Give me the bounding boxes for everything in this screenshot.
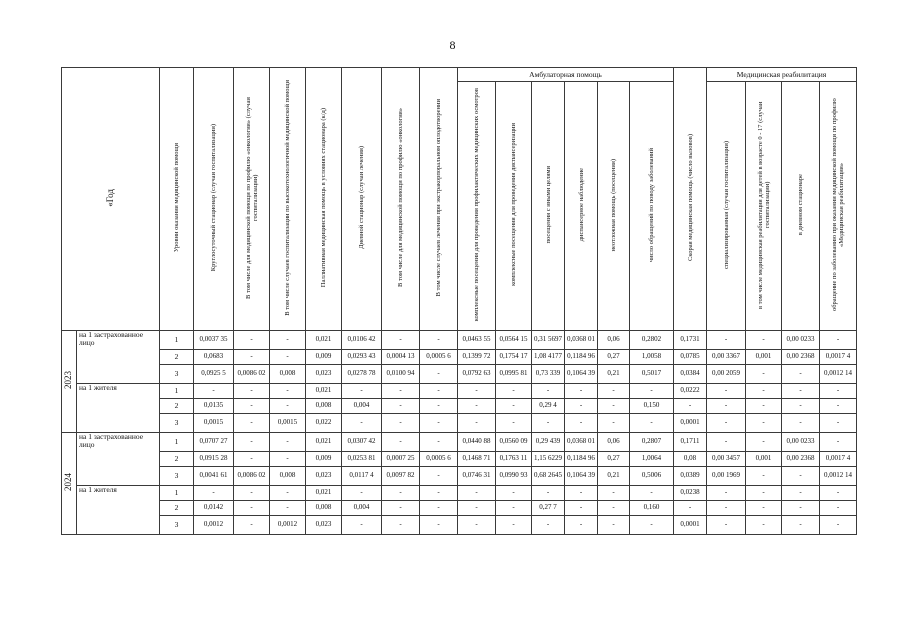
- value-cell: 0,1731: [674, 331, 707, 350]
- value-cell: 0,001: [746, 452, 782, 467]
- value-cell: -: [746, 467, 782, 486]
- statistics-table: [61, 67, 857, 535]
- group-label: на 1 жителя: [77, 384, 160, 433]
- value-cell: -: [496, 399, 532, 414]
- value-cell: -: [630, 414, 674, 433]
- value-cell: 0,29 4: [532, 399, 565, 414]
- value-cell: 0,004: [342, 501, 382, 516]
- value-cell: 0,0293 43: [342, 350, 382, 365]
- value-cell: 0,0389: [674, 467, 707, 486]
- ambulatory-group-header: Амбулаторная помощь: [458, 68, 674, 82]
- value-cell: -: [674, 399, 707, 414]
- value-cell: 0,0560 09: [496, 433, 532, 452]
- table-row: [62, 452, 857, 467]
- value-cell: -: [820, 516, 857, 535]
- value-cell: -: [234, 384, 270, 399]
- value-cell: -: [270, 486, 306, 501]
- value-cell: 0,2802: [630, 331, 674, 350]
- value-cell: 0,021: [306, 486, 342, 501]
- value-cell: -: [630, 384, 674, 399]
- value-cell: 0,008: [306, 501, 342, 516]
- col-header-11: неотложная помощь (посещения): [598, 82, 630, 331]
- value-cell: -: [420, 365, 458, 384]
- value-cell: -: [707, 516, 746, 535]
- value-cell: -: [782, 384, 820, 399]
- value-cell: 0,021: [306, 331, 342, 350]
- value-cell: 0,008: [270, 467, 306, 486]
- value-cell: 0,1468 71: [458, 452, 496, 467]
- table-row: [62, 384, 857, 399]
- value-cell: -: [565, 516, 598, 535]
- value-cell: 0,004: [342, 399, 382, 414]
- table-row: [62, 433, 857, 452]
- value-cell: -: [782, 414, 820, 433]
- value-cell: -: [630, 516, 674, 535]
- value-cell: 0,1064 39: [565, 365, 598, 384]
- value-cell: 1,15 6229: [532, 452, 565, 467]
- value-cell: 0,27: [598, 452, 630, 467]
- value-cell: -: [496, 414, 532, 433]
- value-cell: 0,0915 28: [194, 452, 234, 467]
- value-cell: 0,68 2645: [532, 467, 565, 486]
- value-cell: -: [342, 516, 382, 535]
- value-cell: 0,0117 4: [342, 467, 382, 486]
- value-cell: 0,00 2059: [707, 365, 746, 384]
- value-cell: -: [630, 486, 674, 501]
- value-cell: -: [420, 414, 458, 433]
- value-cell: 0,0100 94: [382, 365, 420, 384]
- value-cell: -: [782, 399, 820, 414]
- value-cell: 0,1064 39: [565, 467, 598, 486]
- value-cell: 0,0086 02: [234, 365, 270, 384]
- value-cell: -: [746, 486, 782, 501]
- value-cell: -: [270, 350, 306, 365]
- value-cell: 0,0368 01: [565, 433, 598, 452]
- value-cell: -: [820, 331, 857, 350]
- col-header-4: Дневной стационар (случаи лечения): [342, 68, 382, 331]
- value-cell: -: [565, 486, 598, 501]
- level-cell: 3: [160, 516, 194, 535]
- value-cell: -: [496, 501, 532, 516]
- value-cell: 1,0064: [630, 452, 674, 467]
- value-cell: -: [234, 399, 270, 414]
- value-cell: 0,0368 01: [565, 331, 598, 350]
- table-row: [62, 486, 857, 501]
- value-cell: 0,0017 4: [820, 452, 857, 467]
- value-cell: -: [746, 516, 782, 535]
- value-cell: -: [746, 399, 782, 414]
- value-cell: 0,00 1969: [707, 467, 746, 486]
- value-cell: 0,0278 78: [342, 365, 382, 384]
- level-cell: 1: [160, 486, 194, 501]
- level-cell: 1: [160, 331, 194, 350]
- value-cell: 0,2807: [630, 433, 674, 452]
- value-cell: 0,06: [598, 331, 630, 350]
- value-cell: 0,0990 93: [496, 467, 532, 486]
- value-cell: 0,0222: [674, 384, 707, 399]
- value-cell: 0,150: [630, 399, 674, 414]
- value-cell: 0,0135: [194, 399, 234, 414]
- value-cell: -: [746, 501, 782, 516]
- value-cell: -: [420, 467, 458, 486]
- value-cell: -: [746, 365, 782, 384]
- value-cell: 0,0004 13: [382, 350, 420, 365]
- col-header-3: Паллиативная медицинская помощь в условиях стационара (к/д): [306, 68, 342, 331]
- value-cell: -: [565, 414, 598, 433]
- value-cell: 0,21: [598, 365, 630, 384]
- value-cell: -: [420, 516, 458, 535]
- value-cell: -: [532, 486, 565, 501]
- value-cell: 0,0253 81: [342, 452, 382, 467]
- value-cell: 0,27: [598, 350, 630, 365]
- value-cell: -: [420, 384, 458, 399]
- value-cell: -: [496, 384, 532, 399]
- value-cell: 0,0440 88: [458, 433, 496, 452]
- value-cell: 0,73 339: [532, 365, 565, 384]
- value-cell: 0,00 2368: [782, 350, 820, 365]
- value-cell: -: [458, 399, 496, 414]
- value-cell: 0,1399 72: [458, 350, 496, 365]
- col-header-6: В том числе случаев лечения при экстракорпоральном оплодотворении: [420, 68, 458, 331]
- level-cell: 3: [160, 467, 194, 486]
- value-cell: 0,160: [630, 501, 674, 516]
- value-cell: -: [382, 399, 420, 414]
- table-row: [62, 331, 857, 350]
- value-cell: 0,008: [306, 399, 342, 414]
- value-cell: -: [532, 384, 565, 399]
- value-cell: 0,008: [270, 365, 306, 384]
- value-cell: -: [820, 384, 857, 399]
- value-cell: 0,0785: [674, 350, 707, 365]
- value-cell: -: [458, 384, 496, 399]
- value-cell: 0,0007 25: [382, 452, 420, 467]
- value-cell: 0,0683: [194, 350, 234, 365]
- value-cell: 0,0106 42: [342, 331, 382, 350]
- value-cell: -: [707, 414, 746, 433]
- value-cell: 0,00 0233: [782, 433, 820, 452]
- value-cell: -: [342, 486, 382, 501]
- value-cell: -: [746, 384, 782, 399]
- value-cell: 0,00 2368: [782, 452, 820, 467]
- value-cell: -: [565, 399, 598, 414]
- table-header: [62, 68, 857, 331]
- rehab-group-header: Медицинская реабилитация: [707, 68, 857, 82]
- value-cell: -: [707, 433, 746, 452]
- value-cell: -: [598, 516, 630, 535]
- value-cell: 1,0058: [630, 350, 674, 365]
- value-cell: -: [598, 414, 630, 433]
- table-row: [62, 350, 857, 365]
- value-cell: 0,0097 82: [382, 467, 420, 486]
- value-cell: -: [234, 350, 270, 365]
- value-cell: -: [270, 384, 306, 399]
- value-cell: 0,1184 96: [565, 350, 598, 365]
- value-cell: -: [496, 486, 532, 501]
- col-header-8: комплексные посещения для проведения диспансеризации: [496, 82, 532, 331]
- value-cell: 0,5017: [630, 365, 674, 384]
- col-header-10: диспансерное наблюдение: [565, 82, 598, 331]
- page-number: 8: [449, 38, 456, 52]
- col-header-0: Круглосуточный стационар (случаи госпитализации): [194, 68, 234, 331]
- table-row: [62, 501, 857, 516]
- col-header-1: В том числе для медицинской помощи по профилю «онкология» (случаи госпитализации): [234, 68, 270, 331]
- group-label: на 1 застрахованное лицо: [77, 331, 160, 384]
- value-cell: 0,31 5697: [532, 331, 565, 350]
- col-header-16: в дневном стационаре: [782, 82, 820, 331]
- value-cell: -: [782, 516, 820, 535]
- value-cell: -: [382, 501, 420, 516]
- value-cell: -: [234, 516, 270, 535]
- table-row: [62, 516, 857, 535]
- value-cell: 0,0001: [674, 414, 707, 433]
- value-cell: -: [707, 331, 746, 350]
- value-cell: 0,0564 15: [496, 331, 532, 350]
- value-cell: -: [458, 486, 496, 501]
- value-cell: 0,023: [306, 467, 342, 486]
- group-label: на 1 застрахованное лицо: [77, 433, 160, 486]
- value-cell: -: [782, 365, 820, 384]
- value-cell: 0,0037 35: [194, 331, 234, 350]
- year-cell: 2024: [62, 433, 77, 535]
- value-cell: 0,1184 96: [565, 452, 598, 467]
- value-cell: -: [270, 331, 306, 350]
- col-header-15: в том числе медицинская реабилитация для детей в возрасте 0 - 17 (случаи госпитализации): [746, 82, 782, 331]
- value-cell: 0,0012 14: [820, 467, 857, 486]
- value-cell: 0,0086 02: [234, 467, 270, 486]
- value-cell: 1,08 4177: [532, 350, 565, 365]
- value-cell: -: [782, 501, 820, 516]
- value-cell: 0,0017 4: [820, 350, 857, 365]
- value-cell: 0,0001: [674, 516, 707, 535]
- value-cell: -: [234, 486, 270, 501]
- value-cell: 0,00 3367: [707, 350, 746, 365]
- value-cell: -: [532, 516, 565, 535]
- value-cell: 0,0012: [270, 516, 306, 535]
- value-cell: 0,0012: [194, 516, 234, 535]
- value-cell: -: [496, 516, 532, 535]
- value-cell: -: [234, 501, 270, 516]
- value-cell: -: [382, 414, 420, 433]
- group-label: на 1 жителя: [77, 486, 160, 535]
- value-cell: -: [234, 414, 270, 433]
- value-cell: 0,0384: [674, 365, 707, 384]
- value-cell: 0,29 439: [532, 433, 565, 452]
- value-cell: 0,022: [306, 414, 342, 433]
- value-cell: 0,0015: [194, 414, 234, 433]
- col-header-5: В том числе для медицинской помощи по профилю «онкология»: [382, 68, 420, 331]
- value-cell: 0,023: [306, 365, 342, 384]
- value-cell: -: [458, 501, 496, 516]
- value-cell: -: [234, 331, 270, 350]
- value-cell: 0,5006: [630, 467, 674, 486]
- value-cell: -: [458, 414, 496, 433]
- value-cell: 0,0307 42: [342, 433, 382, 452]
- value-cell: 0,08: [674, 452, 707, 467]
- value-cell: 0,0041 61: [194, 467, 234, 486]
- table-row: [62, 399, 857, 414]
- value-cell: -: [458, 516, 496, 535]
- value-cell: 0,023: [306, 516, 342, 535]
- value-cell: -: [420, 501, 458, 516]
- value-cell: -: [820, 501, 857, 516]
- col-header-12: число обращений по поводу заболеваний: [630, 82, 674, 331]
- value-cell: -: [342, 414, 382, 433]
- level-cell: 3: [160, 414, 194, 433]
- col-header-13: Скорая медицинская помощь (число вызовов): [674, 68, 707, 331]
- value-cell: 0,21: [598, 467, 630, 486]
- col-header-9: посещения с иными целями: [532, 82, 565, 331]
- value-cell: 0,0707 27: [194, 433, 234, 452]
- value-cell: -: [598, 486, 630, 501]
- value-cell: 0,1763 11: [496, 452, 532, 467]
- value-cell: -: [420, 331, 458, 350]
- value-cell: -: [746, 433, 782, 452]
- value-cell: -: [820, 414, 857, 433]
- value-cell: -: [382, 433, 420, 452]
- level-cell: 2: [160, 350, 194, 365]
- level-cell: 3: [160, 365, 194, 384]
- value-cell: 0,0005 6: [420, 452, 458, 467]
- value-cell: -: [270, 452, 306, 467]
- value-cell: -: [820, 486, 857, 501]
- col-header-2: В том числе случаев госпитализации по высокотехнологичной медицинской помощи: [270, 68, 306, 331]
- table-row: [62, 467, 857, 486]
- value-cell: -: [532, 414, 565, 433]
- col-header-14: специализированная (случаи госпитализации): [707, 82, 746, 331]
- value-cell: -: [342, 384, 382, 399]
- value-cell: -: [420, 486, 458, 501]
- value-cell: -: [782, 486, 820, 501]
- value-cell: 0,06: [598, 433, 630, 452]
- year-cell: 2023: [62, 331, 77, 433]
- value-cell: -: [270, 433, 306, 452]
- value-cell: 0,009: [306, 452, 342, 467]
- value-cell: -: [746, 414, 782, 433]
- value-cell: 0,27 7: [532, 501, 565, 516]
- value-cell: -: [420, 399, 458, 414]
- value-cell: 0,00 3457: [707, 452, 746, 467]
- value-cell: 0,0012 14: [820, 365, 857, 384]
- level-cell: 1: [160, 433, 194, 452]
- value-cell: 0,0792 63: [458, 365, 496, 384]
- value-cell: 0,0005 6: [420, 350, 458, 365]
- value-cell: 0,0925 5: [194, 365, 234, 384]
- value-cell: 0,009: [306, 350, 342, 365]
- value-cell: 0,001: [746, 350, 782, 365]
- value-cell: -: [707, 501, 746, 516]
- value-cell: -: [565, 384, 598, 399]
- value-cell: -: [194, 384, 234, 399]
- value-cell: -: [820, 433, 857, 452]
- value-cell: -: [674, 501, 707, 516]
- value-cell: -: [707, 384, 746, 399]
- col-header-17: обращение по заболеванию при оказании медицинской помощи по профилю «Медицинская реабилитация»: [820, 82, 857, 331]
- value-cell: 0,0238: [674, 486, 707, 501]
- value-cell: -: [194, 486, 234, 501]
- col-header-7: комплексные посещения для проведения профилактических медицинских осмотров: [458, 82, 496, 331]
- level-cell: 2: [160, 501, 194, 516]
- value-cell: -: [707, 399, 746, 414]
- value-cell: -: [565, 501, 598, 516]
- value-cell: -: [270, 399, 306, 414]
- value-cell: -: [420, 433, 458, 452]
- value-cell: -: [707, 486, 746, 501]
- value-cell: 0,0995 81: [496, 365, 532, 384]
- value-cell: 0,00 0233: [782, 331, 820, 350]
- value-cell: -: [820, 399, 857, 414]
- value-cell: -: [746, 331, 782, 350]
- levels-header: Уровни оказания медицинской помощи: [160, 68, 194, 331]
- value-cell: 0,0142: [194, 501, 234, 516]
- value-cell: -: [382, 331, 420, 350]
- value-cell: 0,021: [306, 433, 342, 452]
- table-row: [62, 414, 857, 433]
- level-cell: 2: [160, 452, 194, 467]
- value-cell: -: [782, 467, 820, 486]
- level-cell: 1: [160, 384, 194, 399]
- table-row: [62, 365, 857, 384]
- value-cell: -: [382, 516, 420, 535]
- value-cell: 0,1754 17: [496, 350, 532, 365]
- value-cell: 0,1711: [674, 433, 707, 452]
- year-header: «Год: [62, 68, 160, 331]
- table-body: [62, 331, 857, 535]
- value-cell: 0,0463 55: [458, 331, 496, 350]
- value-cell: -: [270, 501, 306, 516]
- value-cell: -: [382, 486, 420, 501]
- value-cell: -: [382, 384, 420, 399]
- value-cell: 0,0746 31: [458, 467, 496, 486]
- value-cell: 0,021: [306, 384, 342, 399]
- value-cell: 0,0015: [270, 414, 306, 433]
- value-cell: -: [234, 452, 270, 467]
- value-cell: -: [598, 384, 630, 399]
- level-cell: 2: [160, 399, 194, 414]
- value-cell: -: [598, 399, 630, 414]
- value-cell: -: [234, 433, 270, 452]
- value-cell: -: [598, 501, 630, 516]
